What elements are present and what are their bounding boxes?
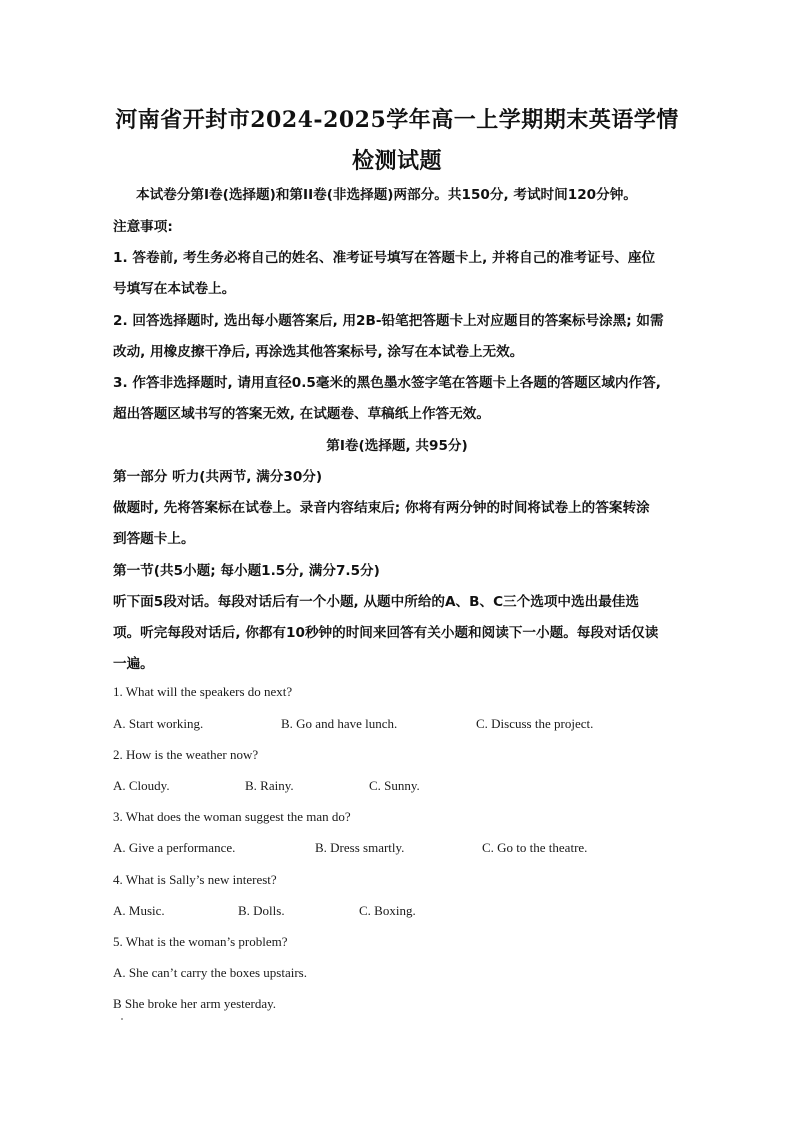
section1-instruction-line-1: 听下面5段对话。每段对话后有一个小题, 从题中所给的A、B、C三个选项中选出最佳选	[113, 594, 639, 610]
part1-instruction-line-2: 到答题卡上。	[113, 531, 195, 547]
note-3-line-1: 3. 作答非选择题时, 请用直径0.5毫米的黑色墨水签字笔在答题卡上各题的答题区域内作答,	[113, 375, 661, 391]
exam-intro: 本试卷分第I卷(选择题)和第II卷(非选择题)两部分。共150分, 考试时间120分钟。	[136, 187, 637, 203]
note-2-line-2: 改动, 用橡皮擦干净后, 再涂选其他答案标号, 涂写在本试卷上无效。	[113, 344, 524, 360]
volume-heading: 第I卷(选择题, 共95分)	[326, 438, 468, 454]
note-3-line-2: 超出答题区域书写的答案无效, 在试题卷、草稿纸上作答无效。	[113, 406, 490, 422]
section1-heading: 第一节(共5小题; 每小题1.5分, 满分7.5分)	[113, 563, 380, 579]
exam-title-line2: 检测试题	[351, 148, 442, 174]
question-1-option-a: A. Start working.	[113, 716, 204, 731]
part1-instruction-line-1: 做题时, 先将答案标在试卷上。录音内容结束后; 你将有两分钟的时间将试卷上的答案转涂	[113, 500, 650, 516]
notes-heading: 注意事项:	[113, 219, 173, 235]
question-1: 1. What will the speakers do next?	[113, 684, 293, 699]
question-3-option-c: C. Go to the theatre.	[482, 840, 588, 855]
question-2-option-a: A. Cloudy.	[113, 778, 170, 793]
question-2-option-b: B. Rainy.	[245, 778, 294, 793]
question-4: 4. What is Sally’s new interest?	[113, 872, 277, 887]
question-4-option-b: B. Dolls.	[238, 903, 285, 918]
note-1-line-2: 号填写在本试卷上。	[113, 281, 236, 297]
question-1-option-c: C. Discuss the project.	[476, 716, 594, 731]
question-2: 2. How is the weather now?	[113, 747, 259, 762]
question-3-option-a: A. Give a performance.	[113, 840, 236, 855]
page-speck	[121, 1018, 123, 1020]
section1-instruction-line-3: 一遍。	[113, 656, 154, 672]
question-5-option-a: A. She can’t carry the boxes upstairs.	[113, 965, 307, 980]
question-5: 5. What is the woman’s problem?	[113, 934, 288, 949]
question-2-option-c: C. Sunny.	[369, 778, 420, 793]
part1-heading: 第一部分 听力(共两节, 满分30分)	[113, 469, 323, 485]
note-2-line-1: 2. 回答选择题时, 选出每小题答案后, 用2B-铅笔把答题卡上对应题目的答案标号涂黑; 如需	[113, 313, 664, 329]
question-5-option-b: B She broke her arm yesterday.	[113, 996, 277, 1011]
exam-title-line1: 河南省开封市2024-2025学年高一上学期期末英语学情	[115, 107, 679, 133]
question-1-option-b: B. Go and have lunch.	[281, 716, 398, 731]
question-4-option-c: C. Boxing.	[359, 903, 416, 918]
question-3: 3. What does the woman suggest the man do?	[113, 809, 351, 824]
question-4-option-a: A. Music.	[113, 903, 165, 918]
section1-instruction-line-2: 项。听完每段对话后, 你都有10秒钟的时间来回答有关小题和阅读下一小题。每段对话仅读	[113, 625, 659, 641]
note-1-line-1: 1. 答卷前, 考生务必将自己的姓名、准考证号填写在答题卡上, 并将自己的准考证号、座位	[113, 250, 656, 266]
question-3-option-b: B. Dress smartly.	[315, 840, 405, 855]
